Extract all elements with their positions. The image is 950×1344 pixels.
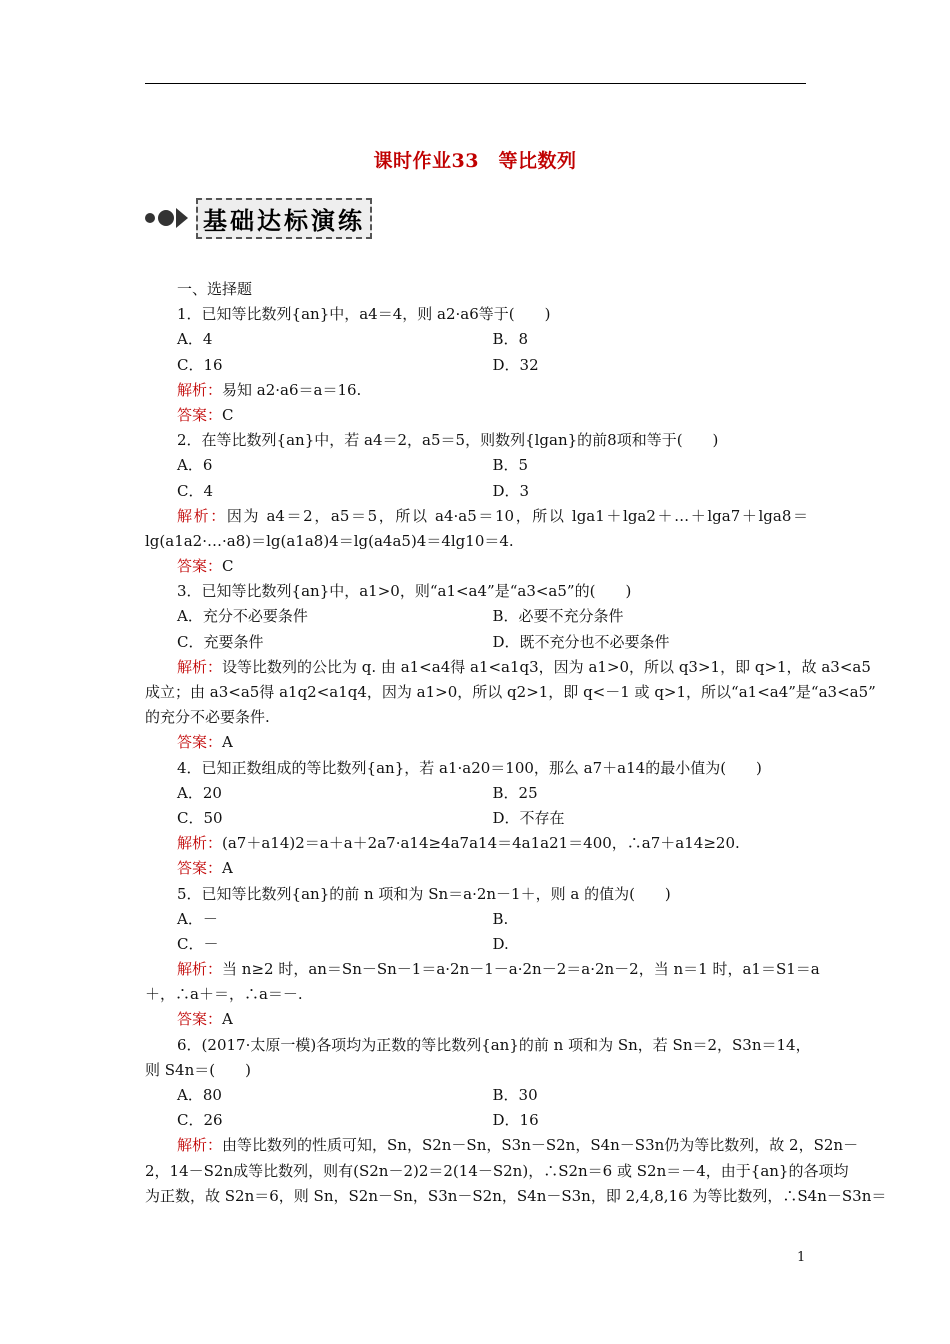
text-line [145, 428, 808, 453]
solution-line [145, 554, 808, 579]
solution-label: 解析： [177, 506, 227, 525]
solution-label: 解析： [177, 960, 223, 979]
text-line [145, 680, 876, 705]
line-text: C [222, 405, 234, 424]
line-text: 因为 a4＝2，a5＝5，所以 a4·a5＝10，所以 lga1＋lga2＋…＋lga7＋lga8＝ [226, 506, 808, 525]
question-list [145, 302, 887, 1209]
text-line [145, 302, 808, 327]
solution-line [145, 831, 808, 856]
text-line [145, 882, 808, 907]
line-text: 2．在等比数列{an}中，若 a4＝2，a5＝5，则数列{lgan}的前8项和等于( ) [177, 431, 719, 450]
solution-line [145, 856, 808, 881]
dot-icon [158, 210, 174, 226]
answer-option: D．16 [492, 1111, 539, 1130]
line-text: 4．已知正数组成的等比数列{an}，若 a1·a20＝100，那么 a7＋a14的最小值为( ) [177, 758, 762, 777]
answer-option: A．－ [177, 909, 218, 928]
solution-label: 解析： [177, 1136, 223, 1155]
solution-line [145, 957, 820, 982]
answer-option: C．充要条件 [177, 632, 264, 651]
option-row [145, 453, 808, 478]
answer-option: D．32 [492, 355, 539, 374]
option-row [145, 907, 808, 932]
solution-label: 答案： [177, 733, 223, 752]
answer-option: A．6 [177, 456, 213, 475]
answer-option: A．充分不必要条件 [177, 607, 308, 626]
line-text: 由等比数列的性质可知，Sn，S2n－Sn，S3n－S2n，S4n－S3n仍为等比数列，故 2，S2n－ [222, 1136, 859, 1155]
line-text: ＋，∴a＋＝，∴a＝－. [145, 985, 303, 1004]
solution-label: 解析： [177, 380, 223, 399]
line-text: 易知 a2·a6＝a＝16. [222, 380, 362, 399]
option-row [145, 932, 808, 957]
dot-icon [145, 213, 155, 223]
line-text: A [222, 859, 233, 878]
solution-label: 解析： [177, 834, 223, 853]
answer-option: B．5 [492, 456, 529, 475]
answer-option: C．26 [177, 1111, 223, 1130]
solution-label: 答案： [177, 859, 223, 878]
line-text: 6．(2017·太原一模)各项均为正数的等比数列{an}的前 n 项和为 Sn，若 Sn＝2，S3n＝14， [177, 1035, 811, 1054]
text-line [145, 1058, 808, 1083]
answer-option: B. [492, 909, 509, 928]
option-row [145, 806, 808, 831]
line-text: C [222, 557, 234, 576]
answer-option: C．50 [177, 808, 223, 827]
answer-option: D．既不充分也不必要条件 [492, 632, 670, 651]
text-line [145, 529, 808, 554]
line-text: lg(a1a2·…·a8)＝lg(a1a8)4＝lg(a4a5)4＝4lg10＝4. [145, 531, 514, 550]
option-row [145, 353, 808, 378]
banner-label: 基础达标演练 [196, 198, 372, 239]
option-row [145, 479, 808, 504]
page-number: 1 [797, 1250, 806, 1265]
option-row [145, 327, 808, 352]
line-text: 5．已知等比数列{an}的前 n 项和为 Sn＝a·2n－1＋，则 a 的值为( ) [177, 884, 671, 903]
line-text: 设等比数列的公比为 q. 由 a1<a4得 a1<a1q3，因为 a1>0，所以 q3>1，即 q>1，故 a3<a5 [222, 657, 871, 676]
line-text: 2，14－S2n成等比数列，则有(S2n－2)2＝2(14－S2n)，∴S2n＝6 或 S2n＝－4，由于{an}的各项均 [145, 1161, 849, 1180]
line-text: 则 S4n＝( ) [145, 1060, 251, 1079]
answer-option: D. [492, 934, 509, 953]
line-text: A [222, 733, 233, 752]
line-text: 1．已知等比数列{an}中，a4＝4，则 a2·a6等于( ) [177, 305, 551, 324]
header-rule [145, 83, 806, 84]
solution-line [145, 378, 808, 403]
section-banner [145, 200, 372, 236]
option-row [145, 781, 808, 806]
solution-label: 答案： [177, 1010, 223, 1029]
answer-option: B．30 [492, 1086, 538, 1104]
line-text: 成立；由 a3<a5得 a1q2<a1q4，因为 a1>0，所以 q2>1，即 q<－1 或 q>1，所以“a1<a4”是“a3<a5” [145, 683, 876, 701]
answer-option: B．25 [492, 783, 538, 802]
text-line [145, 1184, 887, 1209]
option-row [145, 1083, 808, 1108]
answer-option: C．4 [177, 481, 214, 500]
answer-option: D．不存在 [492, 808, 565, 827]
solution-label: 答案： [177, 557, 223, 576]
answer-option: A．20 [177, 783, 222, 802]
solution-line [145, 1133, 859, 1158]
answer-option: D．3 [492, 481, 530, 500]
solution-line [145, 730, 808, 755]
text-line [145, 1159, 849, 1184]
text-line [145, 982, 808, 1007]
answer-option: C．16 [177, 355, 223, 374]
option-row [145, 604, 808, 629]
line-text: 3．已知等比数列{an}中，a1>0，则“a1<a4”是“a3<a5”的( ) [177, 582, 632, 601]
option-row [145, 630, 808, 655]
text-line [145, 705, 808, 730]
text-line [145, 579, 808, 604]
answer-option: A．80 [177, 1086, 222, 1104]
solution-line [145, 655, 871, 680]
line-text: 的充分不必要条件. [145, 708, 270, 727]
solution-label: 答案： [177, 405, 223, 424]
text-line [145, 756, 808, 781]
solution-line [145, 504, 808, 529]
solution-line [145, 1007, 808, 1032]
section-heading: 一、选择题 [177, 280, 253, 298]
answer-option: C．－ [177, 934, 219, 953]
line-text: 为正数，故 S2n＝6，则 Sn，S2n－Sn，S3n－S2n，S4n－S3n，即 2,4,8,16 为等比数列，∴S4n－S3n＝ [145, 1186, 887, 1205]
option-row [145, 1108, 808, 1133]
text-line [145, 1033, 811, 1058]
solution-label: 解析： [177, 657, 223, 676]
line-text: (a7＋a14)2＝a＋a＋2a7·a14≥4a7a14＝4a1a21＝400，∴a7＋a14≥20. [222, 834, 740, 853]
line-text: A [222, 1010, 233, 1029]
answer-option: B．8 [492, 330, 529, 349]
answer-option: B．必要不充分条件 [492, 607, 624, 626]
page-title: 课时作业33 等比数列 [373, 150, 577, 172]
answer-option: A．4 [177, 330, 213, 349]
line-text: 当 n≥2 时，an＝Sn－Sn－1＝a·2n－1－a·2n－2＝a·2n－2，当 n＝1 时，a1＝S1＝a [222, 960, 820, 979]
document-body [145, 277, 887, 1209]
solution-line [145, 403, 808, 428]
arrow-icon [176, 208, 188, 228]
